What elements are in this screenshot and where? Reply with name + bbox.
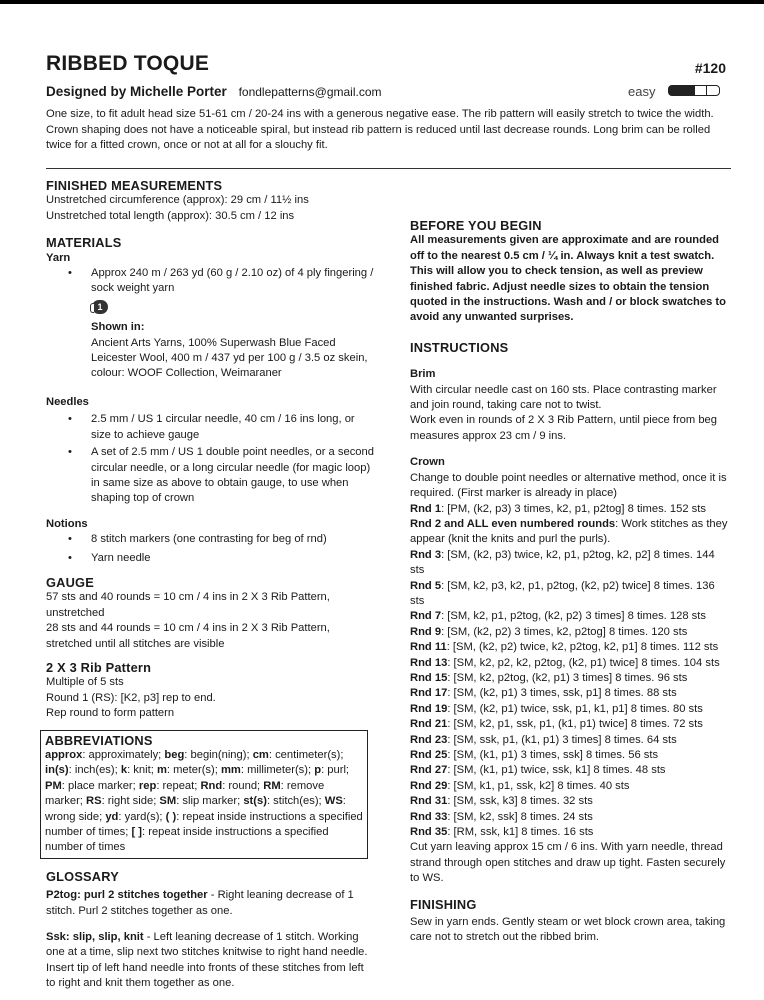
list-item: • Yarn needle — [46, 551, 376, 566]
round-text: : [SM, ssk, p1, (k1, p1) 3 times] 8 times. 64 sts — [447, 733, 677, 746]
abbreviation-term: in(s) — [45, 764, 69, 777]
brim-text: With circular needle cast on 160 sts. Place contrasting marker and join round, taking care not to twist. — [410, 383, 717, 412]
right-column — [410, 180, 732, 952]
glossary-section — [46, 869, 376, 992]
round-instruction — [410, 502, 732, 517]
round-text: : [SM, k2, p2, k2, p2tog, (k2, p1) twice] 8 times. 104 sts — [447, 656, 720, 669]
difficulty-label: easy — [628, 84, 656, 99]
finishing-section — [410, 897, 732, 946]
round-instruction — [410, 748, 732, 763]
round-instruction — [410, 548, 732, 579]
round-label: Rnd 5 — [410, 579, 442, 592]
abbreviation-definition: : remove marker; — [45, 779, 325, 808]
abbreviations-heading: ABBREVIATIONS — [45, 732, 153, 748]
abbreviations-box — [40, 730, 368, 859]
glossary-p2tog — [46, 888, 376, 919]
abbreviation-term: [ ] — [131, 826, 142, 839]
round-text: : [SM, ssk, k3] 8 times. 32 sts — [447, 795, 593, 808]
glossary-term: P2tog: purl 2 stitches together — [46, 889, 208, 902]
round-instruction — [410, 733, 732, 748]
abbreviation-definition: : repeat inside instructions a specified number of times — [45, 826, 329, 854]
finished-line: Unstretched total length (approx): 30.5 cm / 12 ins — [46, 209, 295, 222]
round-instruction — [410, 702, 732, 717]
round-label: Rnd 29 — [410, 779, 448, 792]
round-text: : [SM, (k1, p1) 3 times, ssk] 8 times. 56 sts — [447, 749, 659, 761]
difficulty-segment — [706, 85, 720, 96]
abbreviation-definition: : right side; — [101, 795, 160, 808]
round-label: Rnd 35 — [410, 826, 448, 839]
finished-line: Unstretched circumference (approx): 29 cm / 11½ ins — [46, 194, 309, 207]
instructions-section — [410, 340, 732, 887]
rib-line: Rep round to form pattern — [46, 707, 175, 720]
round-label: Rnd 27 — [410, 764, 448, 777]
round-instruction — [410, 686, 732, 701]
abbreviation-definition: : round; — [222, 779, 264, 792]
round-text: : Work stitches as they appear (knit the knits and purl the purls). — [410, 517, 728, 546]
list-item: • 2.5 mm / US 1 circular needle, 40 cm / 16 ins long, or size to achieve gauge — [46, 412, 376, 443]
round-text: : [SM, k2, p3, k2, p1, p2tog, (k2, p2) twice] 8 times. 136 sts — [410, 579, 715, 607]
round-label: Rnd 1 — [410, 502, 442, 515]
before-text: All measurements given are approximate and are rounded off to the nearest 0.5 cm / ¼ in. Always knit a test swatch. This will allow you to check tension, as well as preview finished fabric. Adjust needle sizes to obtain the tension quoted in the instructions. Wash and / or block swatches to avoid any unwanted surprises. — [410, 234, 726, 324]
abbreviation-term: rep — [138, 779, 157, 792]
top-bar — [0, 0, 764, 4]
abbreviation-term: ( ) — [165, 810, 177, 823]
cut-text: Cut yarn leaving approx 15 cm / 6 ins. With yarn needle, thread strand through open stitches and draw up tight. Fasten securely to WS. — [410, 841, 726, 885]
abbreviation-term: WS — [324, 795, 343, 808]
round-text: : [SM, k2, p2tog, (k2, p1) 3 times] 8 times. 96 sts — [447, 671, 688, 684]
round-text: : [SM, (k2, p1) twice, ssk, p1, k1, p1] 8 times. 80 sts — [447, 702, 703, 715]
rib-line: Round 1 (RS): [K2, p3] rep to end. — [46, 691, 216, 704]
round-instruction — [410, 671, 732, 686]
round-instruction — [410, 810, 732, 825]
abbreviation-term: PM — [45, 779, 62, 792]
round-instruction — [410, 640, 732, 655]
round-text: : [SM, (k2, p3) twice, k2, p1, p2tog, k2, p2] 8 times. 144 sts — [410, 548, 715, 577]
round-instruction — [410, 517, 732, 548]
brim-text: Work even in rounds of 2 X 3 Rib Pattern, until piece from beg measures approx 23 cm / 9 ins. — [410, 414, 717, 442]
round-instruction — [410, 579, 732, 610]
abbreviation-definition: : place marker; — [61, 779, 139, 792]
round-label: Rnd 17 — [410, 687, 448, 700]
round-instruction — [410, 717, 732, 732]
round-label: Rnd 21 — [410, 718, 448, 731]
round-label: Rnd 7 — [410, 610, 442, 623]
abbreviation-definition: : knit; — [127, 764, 157, 777]
before-you-begin-section — [410, 218, 732, 326]
round-instruction — [410, 609, 732, 624]
round-text: : [SM, (k1, p1) twice, ssk, k1] 8 times. 48 sts — [447, 764, 666, 777]
list-item: • Approx 240 m / 263 yd (60 g / 2.10 oz) of 4 ply fingering / sock weight yarn — [46, 266, 376, 297]
materials-section — [46, 235, 376, 566]
abbreviation-term: Rnd — [200, 779, 223, 792]
crown-intro: Change to double point needles or alternative method, once it is required. (First marker is already in place) — [410, 471, 727, 500]
abbreviation-definition: : centimeter(s); — [268, 749, 344, 761]
materials-heading: MATERIALS — [46, 235, 122, 251]
abbreviation-term: p — [314, 764, 322, 777]
round-text: : [SM, (k2, p2) 3 times, k2, p2tog] 8 times. 120 sts — [441, 625, 688, 638]
page-title: RIBBED TOQUE — [46, 52, 210, 75]
abbreviation-term: cm — [252, 749, 269, 761]
round-label: Rnd 2 and ALL even numbered rounds — [410, 517, 616, 530]
abbreviation-definition: : inch(es); — [68, 764, 121, 777]
instructions-heading: INSTRUCTIONS — [410, 339, 509, 355]
list-item: • A set of 2.5 mm / US 1 double point needles, or a second circular needle, or a long circular needle (for magic loop) in same size as above to obtain gauge, to use when shaping top of crown — [46, 445, 376, 507]
abbreviation-definition: : purl; — [321, 764, 350, 777]
round-text: : [PM, (k2, p3) 3 times, k2, p1, p2tog] 8 times. 152 sts — [441, 502, 706, 515]
yarn-weight-icon: 1 — [91, 299, 109, 315]
intro-paragraph: One size, to fit adult head size 51-61 cm / 20-24 ins with a generous negative ease. The rib pattern will easily stretch to twice the width. Crown shaping does not have a noticeable spiral, but instead rib pattern is reduced until last decrease rounds. Long brim can be rolled twice for a fitted crown, once or not at all for a slouchy fit. — [46, 108, 714, 151]
round-instruction — [410, 779, 732, 794]
round-text: : [SM, k2, p1, p2tog, (k2, p2) 3 times] 8 times. 128 sts — [441, 610, 706, 623]
abbreviation-term: yd — [105, 810, 119, 823]
abbreviation-definition: : millimeter(s); — [240, 764, 315, 777]
notions-heading: Notions — [46, 517, 88, 530]
finished-heading: FINISHED MEASUREMENTS — [46, 178, 223, 193]
abbreviation-term: beg — [164, 749, 185, 761]
rib-pattern-section — [46, 660, 376, 722]
brim-heading: Brim — [410, 368, 436, 381]
shown-in-text: Ancient Arts Yarns, 100% Superwash Blue Faced Leicester Wool, 400 m / 437 yd per 100 g / 3.5 oz skein, colour: WOOF Collection, Weimaraner — [91, 336, 368, 380]
designer-email[interactable]: fondlepatterns@gmail.com — [238, 85, 382, 99]
finishing-text: Sew in yarn ends. Gently steam or wet block crown area, taking care not to stretch out the ribbed brim. — [410, 916, 726, 944]
round-text: : [SM, k1, p1, ssk, k2] 8 times. 40 sts — [447, 779, 630, 792]
abbreviation-definition: : meter(s); — [166, 764, 221, 777]
shown-in-label: Shown in: — [91, 321, 145, 334]
abbreviation-term: SM — [159, 795, 177, 808]
round-instruction — [410, 825, 732, 840]
abbreviation-definition: : stitch(es); — [266, 795, 325, 808]
abbreviation-definition: : approximately; — [82, 749, 165, 761]
designer-line — [46, 84, 382, 99]
abbreviation-term: mm — [220, 764, 241, 777]
abbreviation-term: m — [156, 764, 167, 777]
before-heading: BEFORE YOU BEGIN — [410, 218, 542, 233]
glossary-ssk — [46, 930, 376, 992]
abbreviation-definition: : yard(s); — [118, 810, 166, 823]
left-column — [46, 178, 376, 998]
list-item: • 8 stitch markers (one contrasting for beg of rnd) — [46, 532, 376, 547]
glossary-heading: GLOSSARY — [46, 868, 119, 884]
round-label: Rnd 19 — [410, 702, 448, 715]
round-label: Rnd 33 — [410, 810, 448, 823]
abbreviation-definition: : slip marker; — [176, 795, 244, 808]
round-label: Rnd 23 — [410, 733, 448, 746]
pattern-number: #120 — [694, 60, 726, 76]
round-text: : [SM, k2, p1, ssk, p1, (k1, p1) twice] 8 times. 72 sts — [447, 718, 703, 731]
glossary-term: Ssk: slip, slip, knit — [46, 931, 144, 944]
abbreviation-definition: : begin(ning); — [184, 749, 253, 761]
abbreviation-definition: : repeat; — [156, 779, 201, 792]
designer-name: Designed by Michelle Porter — [46, 84, 227, 99]
round-label: Rnd 13 — [410, 656, 448, 669]
shown-in — [46, 320, 376, 382]
gauge-heading: GAUGE — [46, 574, 94, 590]
rounds-list — [410, 502, 732, 841]
abbreviation-term: k — [120, 764, 128, 777]
glossary-continued-spacer — [410, 180, 732, 210]
glossary-definition: - Right leaning decrease of 1 stitch. Purl 2 stitches together as one. — [46, 889, 354, 917]
rib-line: Multiple of 5 sts — [46, 676, 124, 689]
abbreviation-term: approx — [45, 749, 83, 761]
gauge-line: 28 sts and 44 rounds = 10 cm / 4 ins in 2 X 3 Rib Pattern, stretched until all stitches are visible — [46, 622, 330, 650]
yarn-list — [46, 266, 376, 297]
crown-heading: Crown — [410, 456, 445, 469]
round-text: : [SM, (k2, p2) twice, k2, p2tog, k2, p1] 8 times. 112 sts — [446, 641, 719, 654]
finished-measurements-section — [46, 178, 376, 224]
notions-list — [46, 532, 376, 566]
round-label: Rnd 3 — [410, 548, 442, 561]
needles-list — [46, 412, 376, 506]
round-instruction — [410, 656, 732, 671]
round-text: : [SM, (k2, p1) 3 times, ssk, p1] 8 times. 88 sts — [447, 687, 677, 700]
round-instruction — [410, 794, 732, 809]
finishing-heading: FINISHING — [410, 896, 477, 912]
round-instruction — [410, 763, 732, 778]
round-label: Rnd 11 — [410, 641, 447, 654]
rib-heading: 2 X 3 Rib Pattern — [46, 659, 152, 675]
abbreviation-definition: : repeat inside instructions a specified number of times; — [45, 810, 363, 839]
round-instruction — [410, 625, 732, 640]
abbreviations-text — [45, 748, 363, 856]
gauge-section — [46, 575, 376, 652]
difficulty-rating-icon — [668, 85, 720, 96]
round-text: : [SM, k2, ssk] 8 times. 24 sts — [447, 810, 593, 823]
divider — [46, 168, 731, 169]
round-label: Rnd 25 — [410, 749, 448, 761]
needles-heading: Needles — [46, 395, 89, 408]
abbreviation-term: RM — [263, 779, 281, 792]
abbreviation-term: RS — [86, 795, 102, 808]
round-label: Rnd 31 — [410, 795, 448, 808]
yarn-heading: Yarn — [46, 251, 71, 264]
glossary-definition: - Left leaning decrease of 1 stitch. Working one at a time, slip next two stitches knitwise to right hand needle. Insert tip of left hand needle into fronts of these stitches from left to right and knit them together as one. — [46, 931, 368, 990]
difficulty-segment — [693, 85, 707, 96]
abbreviation-term: st(s) — [243, 795, 267, 808]
gauge-line: 57 sts and 40 rounds = 10 cm / 4 ins in 2 X 3 Rib Pattern, unstretched — [46, 591, 330, 619]
round-label: Rnd 9 — [410, 625, 442, 638]
round-text: : [RM, ssk, k1] 8 times. 16 sts — [447, 826, 594, 839]
abbreviation-definition: : wrong side; — [45, 795, 346, 823]
round-label: Rnd 15 — [410, 671, 448, 684]
